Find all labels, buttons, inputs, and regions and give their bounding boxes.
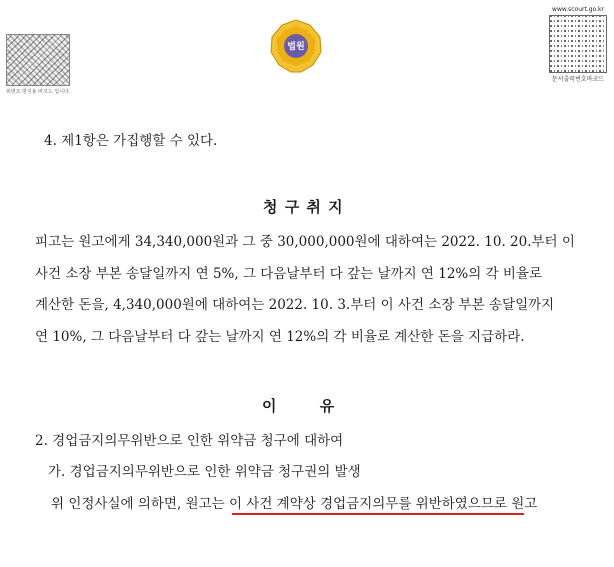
court-website-url: www.scourt.go.kr bbox=[552, 6, 604, 13]
claim-line-3: 계산한 돈을, 4,340,000원에 대하여는 2022. 10. 3.부터 이 사건 소장 부본 송달일까지 bbox=[35, 297, 555, 313]
anti-forgery-barcode bbox=[6, 34, 70, 86]
claim-line-1: 피고는 원고에게 34,340,000원과 그 중 30,000,000원에 대하여는 2022. 10. 20.부터 이 bbox=[35, 234, 575, 250]
document-barcode-caption: 문서출력번호바코드 bbox=[551, 76, 605, 83]
last-line-prefix: 위 인정사실에 의하면, 원고는 bbox=[51, 496, 229, 512]
document-qr-code bbox=[549, 15, 607, 73]
section-2a-heading: 가. 경업금지의무위반으로 인한 위약금 청구권의 발생 bbox=[48, 464, 361, 480]
reason-heading: 이 유 bbox=[262, 397, 335, 415]
claim-heading: 청 구 취 지 bbox=[263, 198, 344, 216]
section-2-heading: 2. 경업금지의무위반으로 인한 위약금 청구에 대하여 bbox=[35, 433, 344, 449]
seal-text: 법원 bbox=[287, 42, 305, 52]
right-header-block bbox=[548, 6, 608, 83]
last-line-suffix: 원고 bbox=[506, 496, 538, 512]
red-highlight-underline bbox=[232, 513, 524, 515]
highlighted-phrase: 이 사건 계약상 경업금지의무를 위반하였으므로 bbox=[228, 496, 507, 512]
claim-line-2: 사건 소장 부본 송달일까지 연 5%, 그 다음날부터 다 갚는 날까지 연 12%의 각 비율로 bbox=[35, 266, 543, 282]
last-line bbox=[51, 495, 537, 513]
item-4-text: 4. 제1항은 가집행할 수 있다. bbox=[44, 133, 218, 149]
left-header-block bbox=[6, 34, 72, 95]
anti-forgery-caption: 위변조 방지용 바코드 입니다. bbox=[6, 89, 71, 95]
court-seal-logo bbox=[268, 18, 324, 74]
claim-line-4: 연 10%, 그 다음날부터 다 갚는 날까지 연 12%의 각 비율로 계산한 돈을 지급하라. bbox=[35, 329, 525, 345]
